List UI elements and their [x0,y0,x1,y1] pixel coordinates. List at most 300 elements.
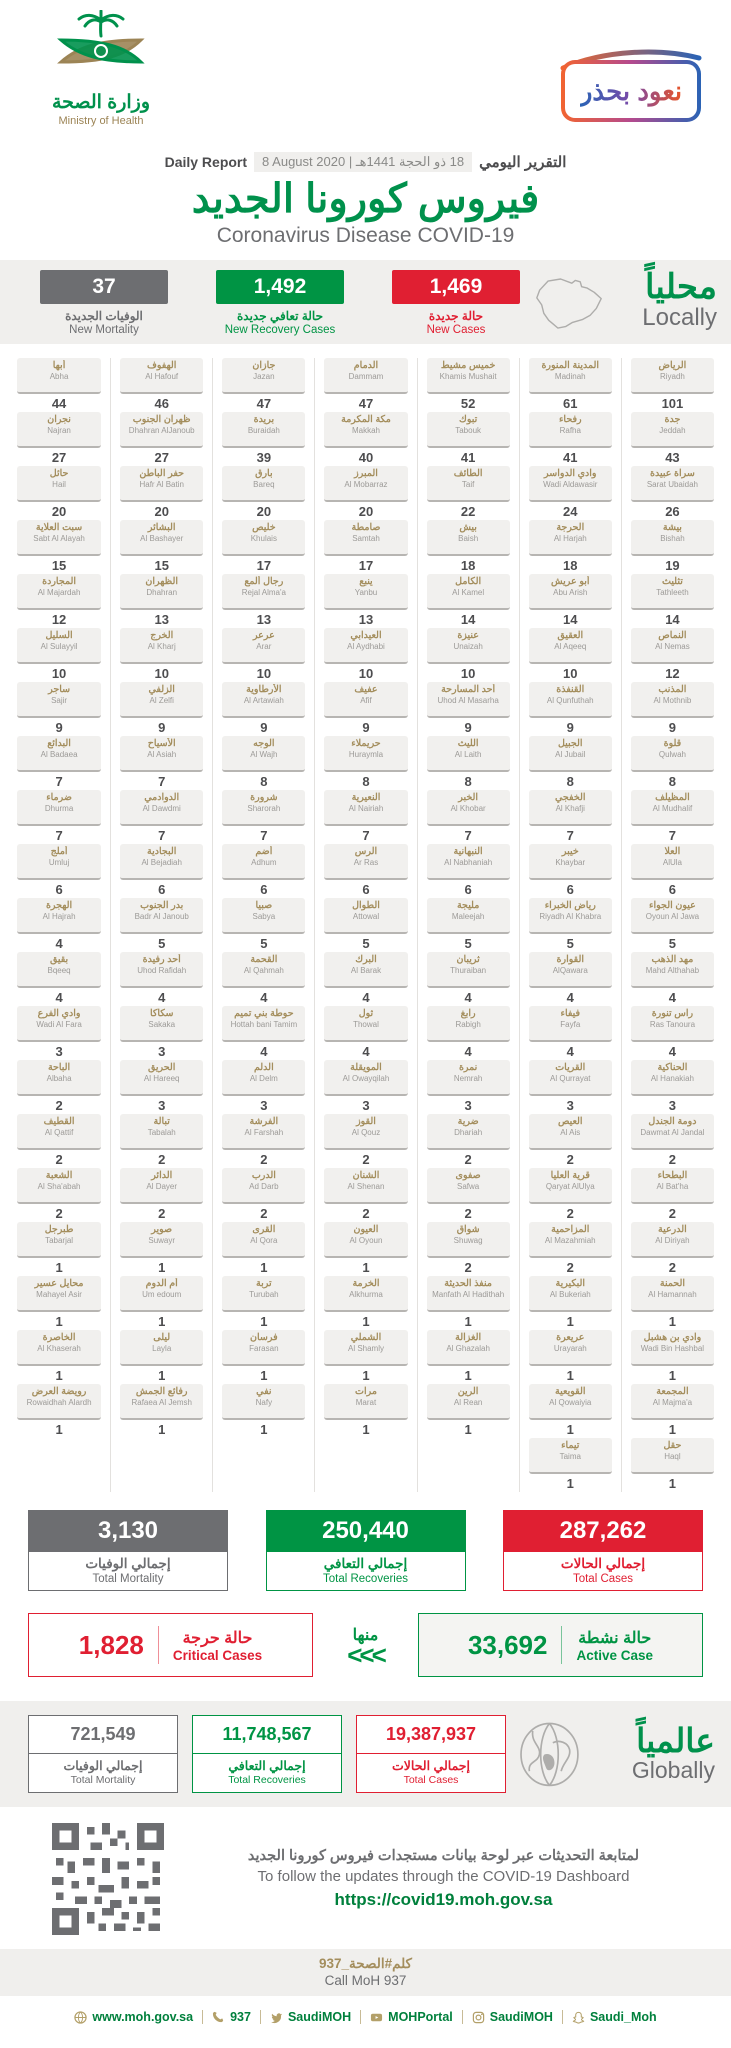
city-new-cases: 2 [566,1260,574,1275]
city-name-en: Al Badaea [40,749,78,759]
city-name-en: Baish [458,533,479,543]
city-name-box [529,520,612,556]
city-name-en: Ras Tanoura [649,1019,696,1029]
city-cell [212,574,314,628]
city-new-cases: 1 [362,1314,370,1329]
city-name-box [427,628,510,664]
critical-cases-value: 1,828 [78,1629,144,1660]
city-name-ar: طبرجل [44,1224,74,1235]
city-name-en: Jeddah [659,425,686,435]
city-name-ar: المويقلة [350,1062,382,1073]
city-name-ar: ضرية [457,1116,479,1127]
social-link-www.moh.gov.sa[interactable] [65,2010,202,2024]
city-new-cases: 9 [464,720,472,735]
city-name-en: Al Hareeq [143,1073,180,1083]
city-name-ar: صبيا [255,900,273,911]
city-name-ar: عفيف [354,684,378,695]
city-name-box [529,574,612,610]
city-name-ar: ثريبان [456,954,480,965]
city-name-ar: رفحاء [558,414,582,425]
city-new-cases: 4 [260,990,268,1005]
city-new-cases: 1 [158,1368,166,1383]
city-name-en: Uhod Rafidah [137,965,187,975]
city-name-ar: تبالة [153,1116,170,1127]
city-cell [8,682,110,736]
instagram-icon [472,2011,485,2024]
city-name-en: Oyoun Al Jawa [645,911,700,921]
active-cases-box [418,1613,703,1677]
city-name-en: Wadi Aldawasir [543,479,598,489]
city-new-cases: 1 [566,1368,574,1383]
divider [158,1626,159,1664]
city-cell [212,790,314,844]
city-new-cases: 52 [460,396,476,411]
city-cell [519,790,621,844]
city-cell [519,1438,621,1492]
city-cell [314,1222,416,1276]
city-name-box [324,520,407,556]
city-name-box [529,1384,612,1420]
city-name-en: Al Asiah [147,749,177,759]
critical-cases-label-en: Critical Cases [172,1647,263,1663]
moh-logo [26,10,176,127]
city-name-ar: مرات [355,1386,377,1397]
social-link-saudi_moh[interactable] [562,2010,666,2024]
city-name-box [427,1330,510,1366]
city-cell [8,1060,110,1114]
city-name-ar: بيش [459,522,477,533]
city-name-box [120,628,203,664]
city-name-en: Bareq [253,479,275,489]
city-new-cases: 20 [256,504,272,519]
city-name-ar: المجمعة [656,1386,689,1397]
city-name-en: Abha [49,371,69,381]
city-name-en: Al Qouz [351,1127,381,1137]
city-new-cases: 2 [464,1260,472,1275]
city-name-box [427,1384,510,1420]
city-new-cases: 20 [51,504,67,519]
city-name-en: Ar Ras [353,857,379,867]
city-name-ar: فرسان [250,1332,278,1343]
global-title [593,1724,731,1784]
city-cell [519,628,621,682]
city-cell [8,520,110,574]
dashboard-text-en: To follow the updates through the COVID-19 Dashboard [257,1868,630,1885]
city-name-box [222,790,305,826]
social-link-mohportal[interactable] [360,2010,462,2024]
city-new-cases: 7 [260,828,268,843]
call-moh-en: Call MoH 937 [324,1973,407,1988]
city-cell [110,1276,212,1330]
city-cell [314,1006,416,1060]
critical-cases-label-ar: حالة حرجة [182,1629,253,1647]
city-new-cases: 1 [668,1422,677,1437]
total-value: 3,130 [28,1510,228,1552]
city-name-box [324,466,407,502]
city-name-ar: البشائر [147,522,176,533]
city-name-ar: العيص [557,1116,583,1127]
city-name-ar: القنفذة [556,684,585,695]
city-name-box [324,358,407,394]
city-name-ar: نجران [47,414,71,425]
city-cell [519,1168,621,1222]
city-cell-empty [212,1438,314,1492]
city-cell [314,574,416,628]
city-name-ar: جازان [252,360,276,371]
cities-grid [8,358,723,1492]
city-new-cases: 4 [566,990,574,1005]
city-name-en: Rowaidhah Alardh [26,1397,92,1407]
local-stat-value: 37 [40,270,168,304]
city-name-en: Um edoum [142,1289,182,1299]
city-name-box [529,1168,612,1204]
globe-icon [74,2011,87,2024]
city-name-box [529,358,612,394]
city-name-en: Turubah [249,1289,279,1299]
city-name-box [324,1114,407,1150]
city-name-en: Dammam [348,371,384,381]
city-cell [621,1276,723,1330]
city-new-cases: 15 [154,558,169,573]
city-name-box [631,736,714,772]
city-cell [519,466,621,520]
city-cell [621,1222,723,1276]
city-cell [8,628,110,682]
social-link-label: SaudiMOH [489,2010,553,2024]
total-label-ar: إجمالي الوفيات [85,1556,171,1571]
local-title-en: Locally [642,304,717,331]
city-new-cases: 2 [362,1206,370,1221]
city-new-cases: 19 [665,558,680,573]
report-date-en: 8 August 2020 [262,154,346,169]
city-name-en: Uhod Al Masarha [437,695,499,705]
global-stat-box [28,1715,178,1793]
city-name-box [631,844,714,880]
city-new-cases: 9 [566,720,574,735]
city-new-cases: 10 [460,666,476,681]
city-name-box [427,844,510,880]
city-new-cases: 2 [55,1152,63,1167]
city-name-box [17,1276,101,1312]
city-cell [110,1222,212,1276]
city-cell [8,1114,110,1168]
city-new-cases: 43 [665,450,680,465]
city-cell [417,1276,519,1330]
city-new-cases: 5 [260,936,268,951]
city-new-cases: 6 [362,882,370,897]
city-cell [212,1168,314,1222]
city-new-cases: 3 [158,1098,166,1113]
city-name-ar: عيون الجواء [649,900,696,911]
city-name-box [631,1222,714,1258]
social-link-937[interactable] [202,2010,260,2024]
city-name-en: Al Shenan [347,1181,385,1191]
city-name-box [427,1006,510,1042]
city-name-ar: ساجر [48,684,71,695]
city-name-en: Al Sha'abah [37,1181,81,1191]
city-name-box [120,790,203,826]
city-cell [621,1060,723,1114]
city-name-box [631,1168,714,1204]
of-which-label-ar: منها [352,1626,379,1644]
city-name-ar: القرى [252,1224,276,1235]
city-name-en: Sabya [252,911,276,921]
city-name-box [17,1384,101,1420]
city-new-cases: 47 [256,396,272,411]
city-name-box [529,1438,612,1474]
city-new-cases: 7 [362,828,370,843]
city-name-box [120,1168,203,1204]
city-cell [110,412,212,466]
city-cell [519,1384,621,1438]
city-name-en: Abu Arish [553,587,588,597]
city-name-ar: العقيق [557,630,584,641]
city-new-cases: 4 [668,1044,677,1059]
city-new-cases: 27 [51,450,67,465]
city-name-en: Al Wajh [250,749,278,759]
city-name-ar: وادي الفرع [37,1008,81,1019]
city-name-ar: المدينة المنورة [541,360,600,371]
city-name-en: Haql [664,1451,681,1461]
city-new-cases: 46 [154,396,169,411]
city-name-ar: رويضة العرض [31,1386,87,1397]
city-name-box [120,1222,203,1258]
city-name-en: Badr Al Janoub [134,911,189,921]
city-name-ar: تبوك [459,414,478,425]
total-label-en: Total Mortality [92,1573,164,1585]
city-name-ar: النعيرية [351,792,381,803]
active-cases-value: 33,692 [467,1629,548,1660]
city-name-en: Al Aqeeq [554,641,587,651]
city-name-box [222,1114,305,1150]
city-cell-empty [417,1438,519,1492]
city-name-ar: شرورة [250,792,278,803]
city-name-ar: الحرجة [556,522,585,533]
total-box [28,1510,228,1591]
city-name-en: Rabigh [455,1019,481,1029]
city-cell [519,1330,621,1384]
city-name-en: Mahd Althahab [645,965,700,975]
city-name-en: Al Mazahmiah [544,1235,596,1245]
local-summary-band [0,260,731,344]
city-new-cases: 41 [460,450,476,465]
city-new-cases: 3 [668,1098,677,1113]
city-cell [110,574,212,628]
city-name-ar: المبرز [354,468,378,479]
city-name-ar: الأرطاوية [246,684,282,695]
city-name-ar: الدمام [353,360,379,371]
city-name-box [17,1060,101,1096]
city-new-cases: 3 [55,1044,63,1059]
report-date-ar: 18 ذو الحجة 1441هـ [355,154,465,169]
city-name-ar: المظيلف [655,792,690,803]
city-name-box [529,898,612,934]
city-cell [314,952,416,1006]
city-name-box [427,358,510,394]
city-new-cases: 1 [668,1476,677,1491]
city-name-box [222,466,305,502]
city-cell [314,1384,416,1438]
city-name-en: Al Bat'ha [656,1181,689,1191]
city-name-ar: القوارة [556,954,584,965]
city-name-en: Al Nairiah [348,803,384,813]
dashboard-section [0,1807,731,1949]
city-cell [519,1222,621,1276]
city-name-en: Suwayr [148,1235,176,1245]
city-cell [110,952,212,1006]
city-name-ar: أم الدوم [145,1278,178,1289]
city-name-box [631,412,714,448]
youtube-icon [370,2011,383,2024]
city-cell [621,844,723,898]
city-cell [519,844,621,898]
city-name-box [631,790,714,826]
social-link-saudimoh[interactable] [462,2010,562,2024]
city-name-box [17,1330,101,1366]
city-name-box [427,898,510,934]
city-name-ar: عنيزة [457,630,479,641]
city-cell [621,574,723,628]
daily-report-en: Daily Report [164,154,248,170]
city-name-ar: البكيرية [555,1278,586,1289]
local-totals [0,1510,731,1591]
city-name-ar: حائل [49,468,69,479]
saudi-map-icon [534,272,604,331]
city-name-box [17,628,101,664]
city-cell [621,1438,723,1492]
city-name-en: Al Delm [249,1073,278,1083]
city-cell [621,1384,723,1438]
local-stat [392,270,520,336]
city-name-box [324,1276,407,1312]
city-name-ar: الخرمة [352,1278,380,1289]
city-name-en: Al Qattif [44,1127,74,1137]
city-cell [519,1060,621,1114]
city-name-box [324,790,407,826]
city-name-box [631,574,714,610]
global-stat-value: 19,387,937 [357,1716,505,1754]
city-name-en: Qaryat AlUlya [545,1181,595,1191]
city-cell [314,736,416,790]
city-name-box [17,898,101,934]
city-name-ar: الحناكية [657,1062,688,1073]
city-new-cases: 6 [158,882,166,897]
city-cell [519,412,621,466]
city-name-box [120,1276,203,1312]
header [0,0,731,150]
city-cell [417,790,519,844]
city-cell [519,520,621,574]
active-cases-label-en: Active Case [576,1647,654,1663]
city-name-en: Al Aydhabi [347,641,385,651]
city-name-ar: محايل عسير [34,1278,84,1289]
city-cell [212,1222,314,1276]
city-name-box [17,1006,101,1042]
city-new-cases: 1 [55,1422,63,1437]
city-name-en: Khulais [250,533,277,543]
city-name-en: Mahayel Asir [36,1289,82,1299]
city-name-ar: الجبيل [557,738,583,749]
city-new-cases: 1 [158,1422,166,1437]
city-name-ar: الخبر [458,792,479,803]
city-cell [8,736,110,790]
city-name-ar: المجاردة [42,576,76,587]
city-cell [8,790,110,844]
city-name-en: Dhahran AlJanoub [128,425,195,435]
city-name-ar: حوطة بني تميم [234,1008,294,1019]
city-cell [519,574,621,628]
city-name-box [631,1438,714,1474]
city-name-box [17,1114,101,1150]
city-name-en: Yanbu [354,587,378,597]
city-name-ar: فيفاء [560,1008,581,1019]
report-line [0,152,731,172]
city-name-box [222,844,305,880]
city-name-box [631,682,714,718]
city-cell [417,1114,519,1168]
city-name-box [324,574,407,610]
city-name-ar: الطوال [352,900,380,911]
city-name-ar: الشنان [352,1170,380,1181]
city-cell [110,1330,212,1384]
city-cell [417,736,519,790]
city-cell [417,466,519,520]
total-labels [28,1552,228,1591]
city-cell [417,628,519,682]
city-cell [8,1168,110,1222]
city-name-box [427,952,510,988]
city-name-en: Al Barak [350,965,382,975]
city-cell [621,952,723,1006]
city-new-cases: 14 [563,612,578,627]
city-cell [212,682,314,736]
city-new-cases: 1 [566,1476,574,1491]
dashboard-url-link[interactable]: https://covid19.moh.gov.sa [334,1890,553,1909]
city-name-box [222,1276,305,1312]
city-name-ar: الحريق [147,1062,176,1073]
city-name-ar: أبها [52,360,66,371]
city-name-en: Riyadh [659,371,685,381]
city-name-ar: حريملاء [351,738,381,749]
social-link-saudimoh[interactable] [260,2010,360,2024]
city-name-en: Wadi Bin Hashbal [640,1343,705,1353]
city-new-cases: 8 [464,774,472,789]
city-new-cases: 1 [260,1314,268,1329]
city-new-cases: 20 [358,504,374,519]
city-name-box [120,358,203,394]
city-new-cases: 26 [665,504,680,519]
city-name-ar: بقيق [49,954,69,965]
city-new-cases: 8 [362,774,370,789]
city-cell [519,898,621,952]
city-name-en: Al Qurrayat [550,1073,591,1083]
social-link-label: Saudi_Moh [589,2010,657,2024]
city-cell [8,1330,110,1384]
city-new-cases: 2 [260,1206,268,1221]
city-name-ar: أبو عريش [551,576,590,587]
city-name-box [631,898,714,934]
city-name-ar: مكة المكرمة [341,414,391,425]
city-name-ar: الحمنة [659,1278,685,1289]
city-cell [110,628,212,682]
city-name-ar: أحد رفيدة [142,954,181,965]
city-name-box [17,952,101,988]
city-name-en: Dhurma [44,803,74,813]
city-name-en: Al Kamel [452,587,485,597]
city-name-ar: القطيف [43,1116,75,1127]
global-stat-box [356,1715,506,1793]
city-cell [212,1060,314,1114]
